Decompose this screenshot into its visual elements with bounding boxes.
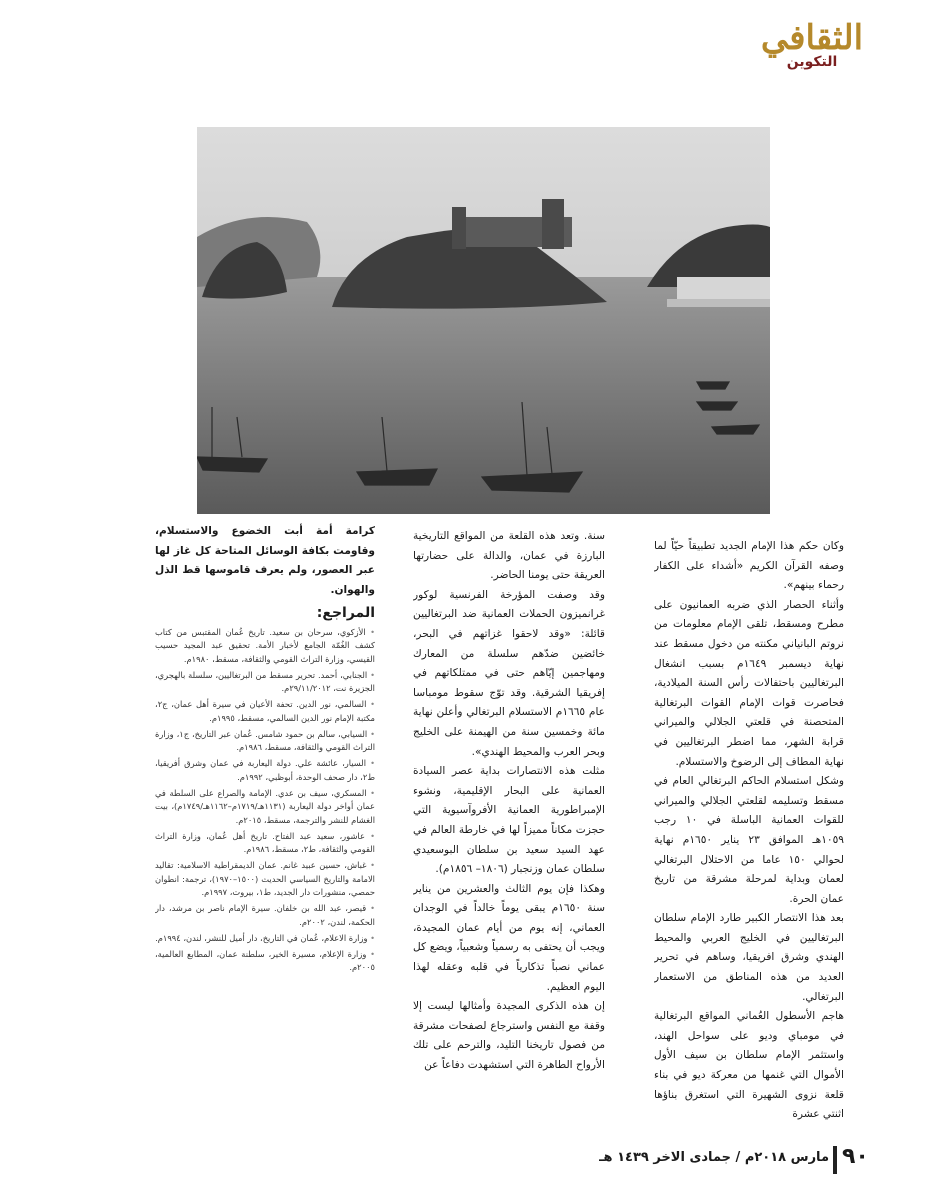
- paragraph: مثلت هذه الانتصارات بداية عصر السيادة العمانية على البحار الإقليمية، ونشوء الإمبراطورية العمانية الأفروآسيوية التي حجزت مكاناً مميزاً لها في خارطة العالم في عهد السيد سعيد بن سلطان البوسعيدي سلطان عمان وزنجبار (١٨٠٦– ١٨٥٦م).: [413, 765, 605, 876]
- paragraph: كرامة أمة أبت الخضوع والاستسلام، وقاومت بكافة الوسائل المتاحة كل غاز لها عبر العصور، ولم يعرف قاموسها قط الذل والهوان.: [155, 525, 375, 596]
- reference-item: • قيصر، عبد الله بن خلفان. سيرة الإمام ناصر بن مرشد، دار الحكمة، لندن، ٢٠٠٢م.: [155, 902, 375, 929]
- reference-item: • السيار، عائشة علي. دولة اليعاربة في عمان وشرق أفريقيا، ط٢، دار صحف الوحدة، أبوظبي، ١٩٩٢م.: [155, 757, 375, 784]
- reference-item: • غباش، حسين عبيد غانم. عمان الديمقراطية الاسلامية: تقاليد الامامة والتاريخ السياسي الحديث (١٥٠٠–١٩٧٠)، ترجمة: انطوان حمصي، منشورات دار الجديد، ط١، بيروت، ١٩٩٧م.: [155, 859, 375, 900]
- footer-divider: [833, 1146, 837, 1174]
- paragraph: وهكذا فإن يوم الثالث والعشرين من يناير سنة ١٦٥٠م يبقى يوماً خالداً في الوجدان العماني، إنه يوم من أيام عمان المجيدة، ويجب أن يحتفى به رسمياً وشعبياً، ويضع كل عماني نصباً تذكارياً في قلبه وعقله لهذا اليوم العظيم.: [413, 882, 605, 993]
- article-column-left: [155, 522, 375, 1142]
- reference-item: • وزارة الاعلام، عُمان في التاريخ، دار أميل للنشر، لندن، ١٩٩٤م.: [155, 932, 375, 946]
- article-column-middle: [413, 527, 605, 1147]
- logo-sub-text: التكوين: [786, 54, 838, 70]
- fort-island-photo: [197, 127, 770, 514]
- references-heading: المراجع:: [316, 605, 375, 622]
- logo-main-text: الثقافي: [760, 18, 864, 58]
- paragraph: وكان حكم هذا الإمام الجديد تطبيقاً حيّاً لما وصفه القرآن الكريم «أشداء على الكفار رحماء بينهم».: [654, 540, 844, 592]
- paragraph: إن هذه الذكرى المجيدة وأمثالها ليست إلا وقفة مع النفس واسترجاع لصفحات مشرقة من فصول تاريخنا التليد، والترحم على تلك الأرواح الطاهرة التي استشهدت دفاعاً عن: [413, 1000, 605, 1072]
- reference-item: • وزارة الإعلام، مسيرة الخير، سلطنة عمان، المطابع العالمية، ٢٠٠٥م.: [155, 948, 375, 975]
- paragraph: وأثناء الحصار الذي ضربه العمانيون على مطرح ومسقط، تلقى الإمام معلومات من نروتم البانياني مكنته من دخول مسقط عند نهاية ديسمبر ١٦٤٩م بسبب انشغال البرتغاليين باحتفالات رأس السنة الميلادية، فحاصرت قوات الإمام القوات البرتغالية المتحصنة في قلعتي الجلالي والميراني قرابة الشهر، مما اضطر البرتغاليين في نهاية المطاف إلى الرضوخ والاستسلام.: [654, 598, 844, 768]
- paragraph: سنة. وتعد هذه القلعة من المواقع التاريخية البارزة في عمان، والدالة على حضارتها العريقة حتى يومنا الحاضر.: [413, 530, 605, 582]
- issue-date: مارس ٢٠١٨م / جمادى الاخر ١٤٣٩ هـ: [599, 1150, 829, 1165]
- reference-item: • عاشور، سعيد عبد الفتاح. تاريخ أهل عُمان، وزارة التراث القومي والثقافة، ط٢، مسقط، ١٩٨٦م.: [155, 830, 375, 857]
- paragraph: وقد وصفت المؤرخة الفرنسية لوكور غرانميزون الحملات العمانية ضد البرتغاليين قائلة: «وقد لاحقوا غزاتهم في البحر، خائضين ضدّهم سلسلة من المعارك ومهاجمين إيّاهم حتى في ممتلكاتهم في إفريقيا الشرقية. وقد توّج سقوط مومباسا عام ١٦٦٥م الاستسلام البرتغالي وأعلن نهاية مائة وخمسين سنة من الهيمنة على الخليج وبحر العرب والمحيط الهندي».: [413, 588, 605, 758]
- article-column-right: [654, 537, 844, 1157]
- reference-item: • السالمي، نور الدين. تحفة الأعيان في سيرة أهل عمان، ج٢، مكتبة الإمام نور الدين السالمي، مسقط، ١٩٩٥م.: [155, 698, 375, 725]
- magazine-logo: [757, 18, 867, 88]
- paragraph: هاجم الأسطول العُماني المواقع البرتغالية في مومباي وديو على سواحل الهند، واستثمر الإمام سلطان بن سيف الأول الأموال التي غنمها من معركة ديو في بناء قلعة نزوى الشهيرة التي استغرق بناؤها اثنتي عشرة: [654, 1010, 844, 1121]
- paragraph: بعد هذا الانتصار الكبير طارد الإمام سلطان البرتغاليين في الخليج العربي والمحيط الهندي وشرق افريقيا، وساهم في تحرير العديد من هذه المناطق من الاستعمار البرتغالي.: [654, 912, 844, 1003]
- paragraph: وشكل استسلام الحاكم البرتغالي العام في مسقط وتسليمه لقلعتي الجلالي والميراني للقوات العمانية الباسلة في ١٠ رجب ١٠٥٩هـ الموافق ٢٣ يناير ١٦٥٠م نهاية لحوالي ١٥٠ عاما من الاحتلال البرتغالي لعمان وبداية لمرحلة مشرقة من تاريخ عمان الحرة.: [654, 775, 844, 905]
- references-list: [155, 626, 375, 975]
- reference-item: • الجنابي، أحمد. تحرير مسقط من البرتغاليين، سلسلة بالهجري، الجزيرة نت، ٢٩/١١/٢٠١٢م.: [155, 669, 375, 696]
- reference-item: • السيابي، سالم بن حمود شامس. عُمان عبر التاريخ، ج١، وزارة التراث القومي والثقافة، مسقط، ١٩٨٦م.: [155, 728, 375, 755]
- reference-item: • الأزكوي، سرحان بن سعيد. تاريخ عُمان المقتبس من كتاب كشف الغُمّة الجامع لأخبار الأمة. تحقيق عبد المجيد حسيب القيسي، وزارة التراث القومي والثقافة، مسقط، ١٩٨٠م.: [155, 626, 375, 667]
- page-number: ٩٠: [842, 1144, 869, 1169]
- reference-item: • المسكري، سيف بن عدي. الإمامة والصراع على السلطة في عمان أواخر دولة اليعاربة (١١٣١هـ/١٧١٩م–١١٦٢هـ/١٧٤٩م)، بيت الغشام للنشر والترجمة، مسقط، ٢٠١٥م.: [155, 787, 375, 828]
